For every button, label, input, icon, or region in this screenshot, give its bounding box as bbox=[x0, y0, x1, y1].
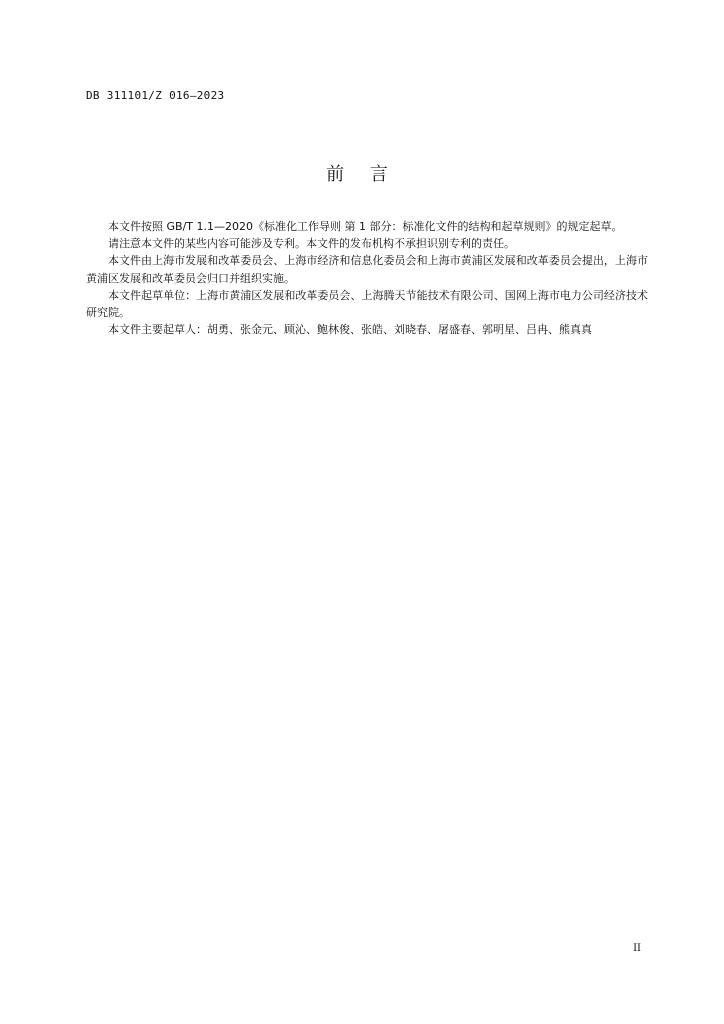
paragraph-drafting-basis: 本文件按照 GB/T 1.1—2020《标准化工作导则 第 1 部分：标准化文件的结构和起草规则》的规定起草。 bbox=[108, 220, 623, 233]
paragraph-patent-notice: 请注意本文件的某些内容可能涉及专利。本文件的发布机构不承担识别专利的责任。 bbox=[108, 237, 515, 251]
foreword-body bbox=[86, 218, 648, 338]
paragraph-proposer: 本文件由上海市发展和改革委员会、上海市经济和信息化委员会和上海市黄浦区发展和改革委员会提出，上海市黄浦区发展和改革委员会归口并组织实施。 bbox=[86, 254, 648, 285]
page-number: II bbox=[633, 943, 641, 954]
paragraph-drafters: 本文件主要起草人：胡勇、张金元、顾沁、鲍林俊、张皓、刘晓春、屠盛春、郭明星、吕冉、熊真真 bbox=[108, 323, 592, 337]
document-code: DB 311101/Z 016—2023 bbox=[86, 89, 225, 102]
page-title: 前 言 bbox=[326, 164, 398, 185]
paragraph-drafting-units: 本文件起草单位：上海市黄浦区发展和改革委员会、上海腾天节能技术有限公司、国网上海市电力公司经济技术研究院。 bbox=[86, 288, 648, 320]
